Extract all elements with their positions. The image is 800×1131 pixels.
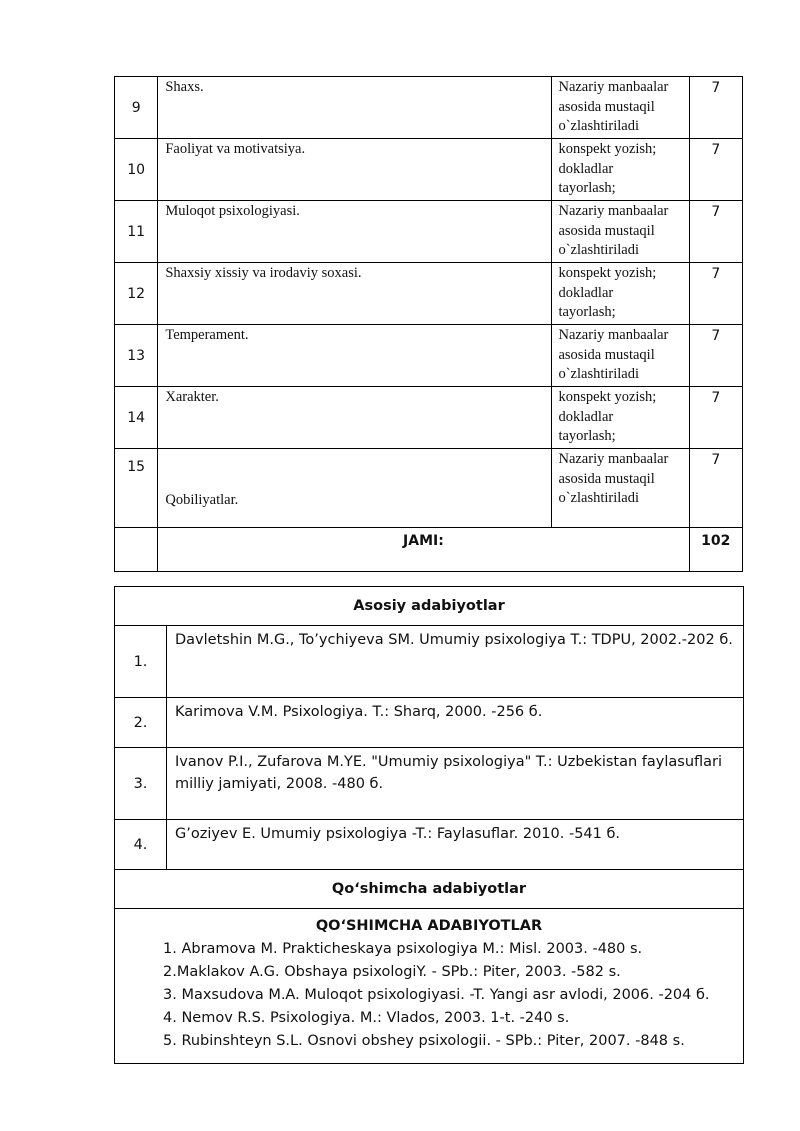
hours-value: 7 (689, 325, 742, 387)
task-description: Nazariy manbaalar asosida mustaqil o`zlashtiriladi (552, 449, 689, 528)
ref-number: 1. (115, 626, 167, 698)
hours-value: 7 (689, 449, 742, 528)
table-row (115, 77, 743, 139)
topic-title: Shaxs. (158, 77, 552, 139)
list-item (115, 698, 744, 748)
table-row (115, 263, 743, 325)
total-label: JAMI: (158, 528, 689, 572)
extra-literature-header-row (115, 870, 744, 909)
list-item: 4. Nemov R.S. Psixologiya. M.: Vlados, 2003. 1-t. -240 s. (163, 1010, 570, 1026)
topic-title: Faoliyat va motivatsiya. (158, 139, 552, 201)
table-row (115, 201, 743, 263)
table-row (115, 325, 743, 387)
list-item: 5. Rubinshteyn S.L. Osnovi obshey psixologii. - SPb.: Piter, 2007. -848 s. (163, 1033, 685, 1049)
row-number: 9 (115, 77, 158, 139)
ref-number: 4. (115, 820, 167, 870)
task-description: konspekt yozish; dokladlar tayorlash; (552, 139, 689, 201)
ref-text: Karimova V.M. Psixologiya. T.: Sharq, 2000. -256 б. (167, 698, 744, 748)
table-row (115, 387, 743, 449)
row-number: 15 (115, 449, 158, 528)
row-number: 11 (115, 201, 158, 263)
task-description: Nazariy manbaalar asosida mustaqil o`zlashtiriladi (552, 201, 689, 263)
task-description: konspekt yozish; dokladlar tayorlash; (552, 263, 689, 325)
total-row (115, 528, 743, 572)
hours-value: 7 (689, 139, 742, 201)
topic-title: Temperament. (158, 325, 552, 387)
table-row (115, 139, 743, 201)
row-number: 12 (115, 263, 158, 325)
table-row (115, 449, 743, 528)
topic-title: Shaxsiy xissiy va irodaviy soxasi. (158, 263, 552, 325)
list-item (115, 626, 744, 698)
hours-value: 7 (689, 77, 742, 139)
list-item: 1. Abramova M. Prakticheskaya psixologiya M.: Misl. 2003. -480 s. (163, 941, 643, 957)
list-item (115, 820, 744, 870)
ref-text: G’oziyev E. Umumiy psixologiya -T.: Faylasuflar. 2010. -541 б. (167, 820, 744, 870)
ref-number: 3. (115, 748, 167, 820)
topic-title: Xarakter. (158, 387, 552, 449)
extra-literature-list (115, 909, 744, 1064)
ref-text: Davletshin M.G., To’ychiyeva SM. Umumiy psixologiya T.: TDPU, 2002.-202 б. (167, 626, 744, 698)
extra-literature-heading: Qo‘shimcha adabiyotlar (115, 870, 744, 909)
task-description: Nazariy manbaalar asosida mustaqil o`zlashtiriladi (552, 77, 689, 139)
row-number: 14 (115, 387, 158, 449)
list-item: 2.Maklakov A.G. Obshaya psixologiY. - SPb.: Piter, 2003. -582 s. (163, 964, 621, 980)
task-description: konspekt yozish; dokladlar tayorlash; (552, 387, 689, 449)
topic-title: Qobiliyatlar. (158, 449, 552, 528)
row-number: 10 (115, 139, 158, 201)
list-item (115, 748, 744, 820)
hours-value: 7 (689, 387, 742, 449)
topic-title: Muloqot psixologiyasi. (158, 201, 552, 263)
hours-value: 7 (689, 201, 742, 263)
extra-literature-title: QO‘SHIMCHA ADABIYOTLAR (315, 918, 543, 934)
task-description: Nazariy manbaalar asosida mustaqil o`zlashtiriladi (552, 325, 689, 387)
extra-literature-row (115, 909, 744, 1064)
empty-cell (115, 528, 158, 572)
total-value: 102 (689, 528, 742, 572)
list-item: 3. Maxsudova M.A. Muloqot psixologiyasi. -T. Yangi asr avlodi, 2006. -204 б. (163, 987, 710, 1003)
row-number: 13 (115, 325, 158, 387)
ref-number: 2. (115, 698, 167, 748)
ref-text: Ivanov P.I., Zufarova M.YE. "Umumiy psixologiya" T.: Uzbekistan faylasuflari milliy jamiyati, 2008. -480 б. (167, 748, 744, 820)
main-literature-heading: Asosiy adabiyotlar (115, 587, 744, 626)
topics-table (114, 76, 743, 572)
hours-value: 7 (689, 263, 742, 325)
main-literature-header-row (115, 587, 744, 626)
literature-table (114, 586, 744, 1064)
